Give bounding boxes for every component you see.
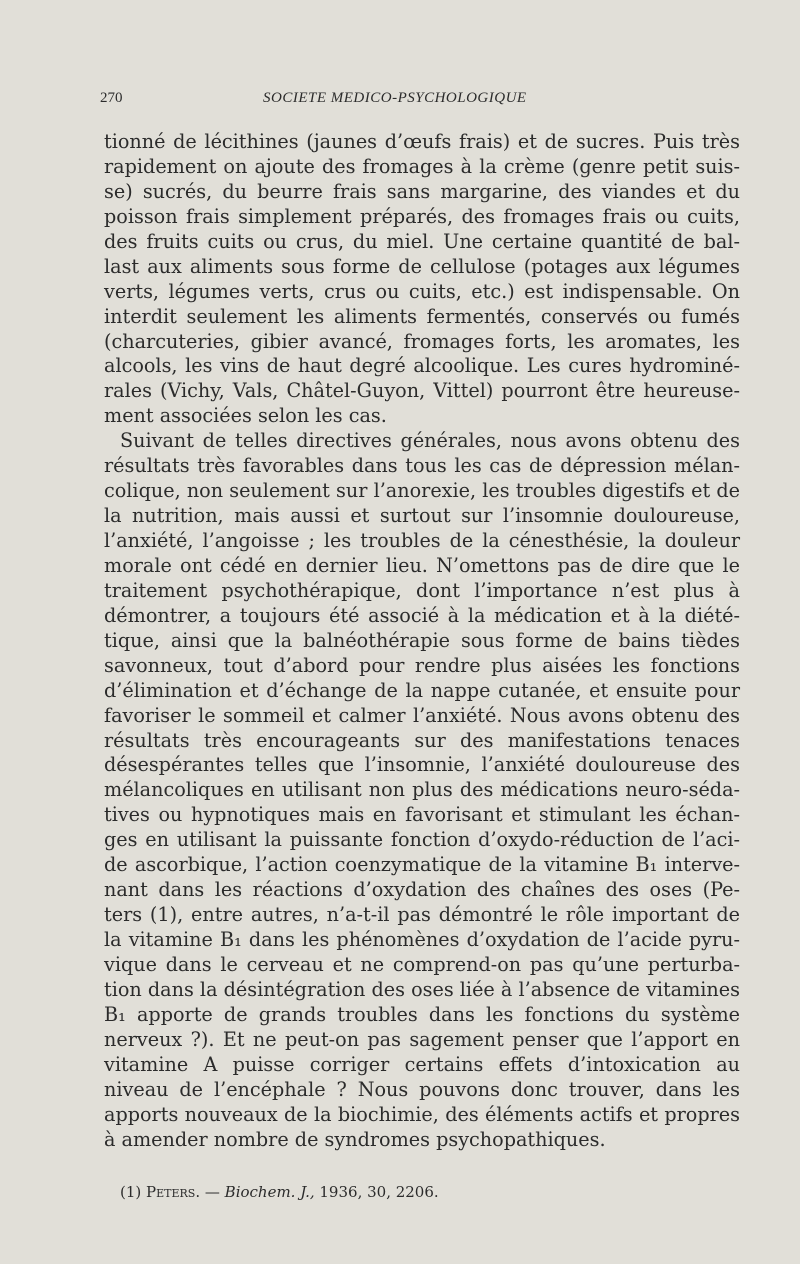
text-line: la vitamine B₁ dans les phénomènes d’oxydation de l’acide pyru- xyxy=(104,928,740,951)
text-line: ters (1), entre autres, n’a-t-il pas démontré le rôle important de xyxy=(104,903,740,927)
text-line: tion dans la désintégration des oses liée à l’absence de vitamines xyxy=(104,977,740,1001)
text-line: apports nouveaux de la biochimie, des éléments actifs et propres xyxy=(104,1102,740,1126)
text-line: morale ont cédé en dernier lieu. N’omettons pas de dire que le xyxy=(104,553,740,577)
text-line: nant dans les réactions d’oxydation des chaînes des oses (Pe- xyxy=(104,878,740,902)
text-line: se) sucrés, du beurre frais sans margarine, des viandes et du xyxy=(104,179,740,203)
text-line: poisson frais simplement préparés, des fromages frais ou cuits, xyxy=(104,204,740,228)
footnote-details: 1936, 30, 2206. xyxy=(319,1183,439,1201)
text-line: colique, non seulement sur l’anorexie, les troubles digestifs et de xyxy=(104,479,740,503)
footnote-journal: Biochem. J., xyxy=(224,1183,315,1201)
text-line: tique, ainsi que la balnéothérapie sous forme de bains tièdes xyxy=(104,628,740,652)
page-number: 270 xyxy=(100,90,123,106)
text-line: favoriser le sommeil et calmer l’anxiété. Nous avons obtenu des xyxy=(104,703,740,727)
text-line: savonneux, tout d’abord pour rendre plus aisées les fonctions xyxy=(104,653,740,677)
journal-title: SOCIETE MEDICO-PSYCHOLOGIQUE xyxy=(263,90,527,106)
text-line: la nutrition, mais aussi et surtout sur l’insomnie douloureuse, xyxy=(104,504,740,528)
text-line: d’élimination et d’échange de la nappe cutanée, et ensuite pour xyxy=(104,678,740,702)
text-line: Suivant de telles directives générales, nous avons obtenu des xyxy=(120,429,740,453)
text-line: rapidement on ajoute des fromages à la crème (genre petit suis- xyxy=(104,154,740,178)
text-line: résultats très favorables dans tous les cas de dépression mélan- xyxy=(104,454,740,478)
text-line: verts, légumes verts, crus ou cuits, etc.) est indispensable. On xyxy=(104,279,740,303)
text-line: nerveux ?). Et ne peut-on pas sagement penser que l’apport en xyxy=(104,1027,740,1051)
text-line: traitement psychothérapique, dont l’importance n’est plus à xyxy=(104,578,740,602)
text-line: mélancoliques en utilisant non plus des médications neuro-séda- xyxy=(104,778,740,802)
footnote-marker: (1) xyxy=(120,1183,142,1201)
text-line: ment associées selon les cas. xyxy=(104,404,387,428)
text-line: rales (Vichy, Vals, Châtel-Guyon, Vittel) pourront être heureuse- xyxy=(104,379,740,403)
text-line: tionné de lécithines (jaunes d’œufs frais) et de sucres. Puis très xyxy=(104,130,740,153)
running-header xyxy=(100,90,740,112)
text-line: alcools, les vins de haut degré alcoolique. Les cures hydrominé- xyxy=(104,354,740,378)
text-line: interdit seulement les aliments fermentés, conservés ou fumés xyxy=(104,304,740,328)
text-line: niveau de l’encéphale ? Nous pouvons donc trouver, dans les xyxy=(104,1077,740,1101)
text-line: résultats très encourageants sur des manifestations tenaces xyxy=(104,728,740,752)
text-line: last aux aliments sous forme de cellulose (potages aux légumes xyxy=(104,254,740,278)
text-line: l’anxiété, l’angoisse ; les troubles de la cénesthésie, la douleur xyxy=(104,529,740,552)
footnote-author: Peters. xyxy=(146,1183,201,1201)
footnote xyxy=(120,1183,740,1201)
text-line: désespérantes telles que l’insomnie, l’anxiété douloureuse des xyxy=(104,753,740,777)
text-line: (charcuteries, gibier avancé, fromages forts, les aromates, les xyxy=(104,329,740,353)
text-line: des fruits cuits ou crus, du miel. Une certaine quantité de bal- xyxy=(104,229,740,253)
text-line: vique dans le cerveau et ne comprend-on pas qu’une perturba- xyxy=(104,952,740,976)
footnote-dash: — xyxy=(204,1183,220,1201)
text-line: tives ou hypnotiques mais en favorisant et stimulant les échan- xyxy=(104,803,740,827)
text-line: démontrer, a toujours été associé à la médication et à la diété- xyxy=(104,603,740,627)
text-line: B₁ apporte de grands troubles dans les fonctions du système xyxy=(104,1002,740,1026)
text-line: à amender nombre de syndromes psychopathiques. xyxy=(104,1127,606,1151)
text-line: de ascorbique, l’action coenzymatique de la vitamine B₁ interve- xyxy=(104,853,740,877)
text-line: ges en utilisant la puissante fonction d’oxydo-réduction de l’aci- xyxy=(104,828,740,852)
body-text xyxy=(104,130,740,1152)
text-line: vitamine A puisse corriger certains effets d’intoxication au xyxy=(104,1052,740,1076)
